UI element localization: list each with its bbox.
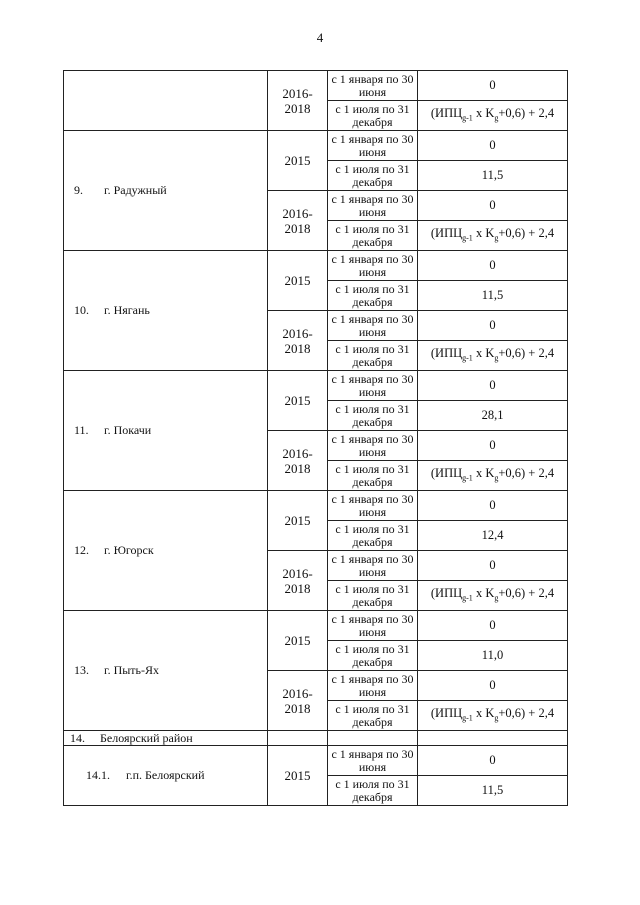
period-cell: с 1 января по 30 июня bbox=[328, 431, 418, 461]
formula-part: +0,6) + 2,4 bbox=[498, 465, 555, 480]
period-cell: с 1 января по 30 июня bbox=[328, 491, 418, 521]
value-cell: 11,5 bbox=[418, 161, 568, 191]
municipality-name: г. Радужный bbox=[104, 183, 167, 197]
formula-sub: g-1 bbox=[462, 353, 473, 363]
formula-part: x K bbox=[472, 585, 495, 600]
year-cell: 2016-2018 bbox=[268, 431, 328, 491]
section-row bbox=[64, 731, 568, 746]
formula-part: (ИПЦ bbox=[430, 465, 463, 480]
row-number: 14.1. bbox=[86, 768, 110, 782]
row-number: 10. bbox=[74, 303, 89, 317]
year-cell: 2015 bbox=[268, 371, 328, 431]
value-cell: 0 bbox=[418, 671, 568, 701]
table-row bbox=[64, 131, 568, 161]
year-cell: 2016-2018 bbox=[268, 191, 328, 251]
period-cell: с 1 июля по 31 декабря bbox=[328, 776, 418, 806]
period-cell: с 1 июля по 31 декабря bbox=[328, 161, 418, 191]
formula-cell bbox=[418, 341, 568, 371]
formula-cell bbox=[418, 221, 568, 251]
municipality-cell bbox=[64, 71, 268, 131]
period-cell: с 1 января по 30 июня bbox=[328, 191, 418, 221]
formula-sub: g bbox=[494, 593, 499, 603]
municipality-name: г.п. Белоярский bbox=[126, 768, 205, 782]
section-cell bbox=[64, 731, 268, 746]
period-cell: с 1 января по 30 июня bbox=[328, 251, 418, 281]
table-row bbox=[64, 491, 568, 521]
municipality-name: г. Пыть-Ях bbox=[104, 663, 160, 677]
year-cell: 2015 bbox=[268, 251, 328, 311]
formula-cell bbox=[418, 701, 568, 731]
empty-cell bbox=[418, 731, 568, 746]
period-cell: с 1 июля по 31 декабря bbox=[328, 641, 418, 671]
period-cell: с 1 января по 30 июня bbox=[328, 131, 418, 161]
formula-part: +0,6) + 2,4 bbox=[498, 585, 555, 600]
section-name: Белоярский район bbox=[100, 730, 193, 745]
municipality-name: г. Югорск bbox=[104, 543, 154, 557]
formula-part: +0,6) + 2,4 bbox=[498, 345, 555, 360]
empty-cell bbox=[328, 731, 418, 746]
formula-part: (ИПЦ bbox=[430, 345, 463, 360]
period-cell: с 1 января по 30 июня bbox=[328, 311, 418, 341]
period-cell: с 1 января по 30 июня bbox=[328, 746, 418, 776]
formula-cell bbox=[418, 581, 568, 611]
row-number: 12. bbox=[74, 543, 89, 557]
value-cell: 0 bbox=[418, 71, 568, 101]
year-cell: 2016-2018 bbox=[268, 671, 328, 731]
year-cell: 2016-2018 bbox=[268, 71, 328, 131]
row-number: 9. bbox=[74, 183, 83, 197]
formula-part: x K bbox=[472, 225, 495, 240]
table-row bbox=[64, 71, 568, 101]
formula-part: (ИПЦ bbox=[430, 225, 463, 240]
row-number: 11. bbox=[74, 423, 89, 437]
year-cell: 2015 bbox=[268, 131, 328, 191]
formula-sub: g-1 bbox=[462, 233, 473, 243]
value-cell: 0 bbox=[418, 191, 568, 221]
formula-part: +0,6) + 2,4 bbox=[498, 225, 555, 240]
formula-sub: g-1 bbox=[462, 593, 473, 603]
municipality-name: г. Нягань bbox=[104, 303, 150, 317]
table-row bbox=[64, 371, 568, 401]
formula-part: +0,6) + 2,4 bbox=[498, 705, 555, 720]
formula-sub: g-1 bbox=[462, 113, 473, 123]
table-row bbox=[64, 746, 568, 776]
formula-part: (ИПЦ bbox=[430, 705, 463, 720]
period-cell: с 1 января по 30 июня bbox=[328, 671, 418, 701]
table-row bbox=[64, 251, 568, 281]
formula-cell bbox=[418, 461, 568, 491]
period-cell: с 1 июля по 31 декабря bbox=[328, 281, 418, 311]
formula-part: x K bbox=[472, 705, 495, 720]
formula-sub: g bbox=[494, 353, 499, 363]
year-cell: 2016-2018 bbox=[268, 551, 328, 611]
formula-part: x K bbox=[472, 345, 495, 360]
period-cell: с 1 июля по 31 декабря bbox=[328, 461, 418, 491]
page-number: 4 bbox=[316, 30, 324, 45]
period-cell: с 1 января по 30 июня bbox=[328, 71, 418, 101]
year-cell: 2015 bbox=[268, 611, 328, 671]
value-cell: 0 bbox=[418, 431, 568, 461]
value-cell: 28,1 bbox=[418, 401, 568, 431]
row-number: 13. bbox=[74, 663, 89, 677]
tariff-table bbox=[63, 70, 568, 806]
formula-cell bbox=[418, 101, 568, 131]
value-cell: 12,4 bbox=[418, 521, 568, 551]
value-cell: 11,5 bbox=[418, 281, 568, 311]
year-cell: 2015 bbox=[268, 746, 328, 806]
period-cell: с 1 января по 30 июня bbox=[328, 551, 418, 581]
value-cell: 0 bbox=[418, 311, 568, 341]
municipality-cell bbox=[64, 251, 268, 371]
value-cell: 0 bbox=[418, 251, 568, 281]
row-number: 14. bbox=[70, 730, 85, 745]
formula-sub: g-1 bbox=[462, 473, 473, 483]
formula-part: (ИПЦ bbox=[430, 585, 463, 600]
formula-sub: g bbox=[494, 113, 499, 123]
municipality-cell bbox=[64, 611, 268, 731]
municipality-name: г. Покачи bbox=[104, 423, 152, 437]
year-cell: 2016-2018 bbox=[268, 311, 328, 371]
municipality-cell bbox=[64, 371, 268, 491]
period-cell: с 1 июля по 31 декабря bbox=[328, 101, 418, 131]
formula-part: (ИПЦ bbox=[430, 105, 463, 120]
period-cell: с 1 января по 30 июня bbox=[328, 611, 418, 641]
value-cell: 11,5 bbox=[418, 776, 568, 806]
value-cell: 0 bbox=[418, 551, 568, 581]
formula-part: x K bbox=[472, 105, 495, 120]
value-cell: 0 bbox=[418, 131, 568, 161]
municipality-cell bbox=[64, 491, 268, 611]
period-cell: с 1 июля по 31 декабря bbox=[328, 401, 418, 431]
period-cell: с 1 января по 30 июня bbox=[328, 371, 418, 401]
value-cell: 0 bbox=[418, 611, 568, 641]
formula-sub: g bbox=[494, 233, 499, 243]
value-cell: 0 bbox=[418, 491, 568, 521]
formula-sub: g bbox=[494, 713, 499, 723]
municipality-cell bbox=[64, 746, 268, 806]
value-cell: 11,0 bbox=[418, 641, 568, 671]
period-cell: с 1 июля по 31 декабря bbox=[328, 701, 418, 731]
formula-part: +0,6) + 2,4 bbox=[498, 105, 555, 120]
formula-sub: g-1 bbox=[462, 713, 473, 723]
period-cell: с 1 июля по 31 декабря bbox=[328, 221, 418, 251]
table-row bbox=[64, 611, 568, 641]
formula-part: x K bbox=[472, 465, 495, 480]
municipality-cell bbox=[64, 131, 268, 251]
period-cell: с 1 июля по 31 декабря bbox=[328, 341, 418, 371]
value-cell: 0 bbox=[418, 746, 568, 776]
empty-cell bbox=[268, 731, 328, 746]
period-cell: с 1 июля по 31 декабря bbox=[328, 521, 418, 551]
period-cell: с 1 июля по 31 декабря bbox=[328, 581, 418, 611]
value-cell: 0 bbox=[418, 371, 568, 401]
year-cell: 2015 bbox=[268, 491, 328, 551]
formula-sub: g bbox=[494, 473, 499, 483]
